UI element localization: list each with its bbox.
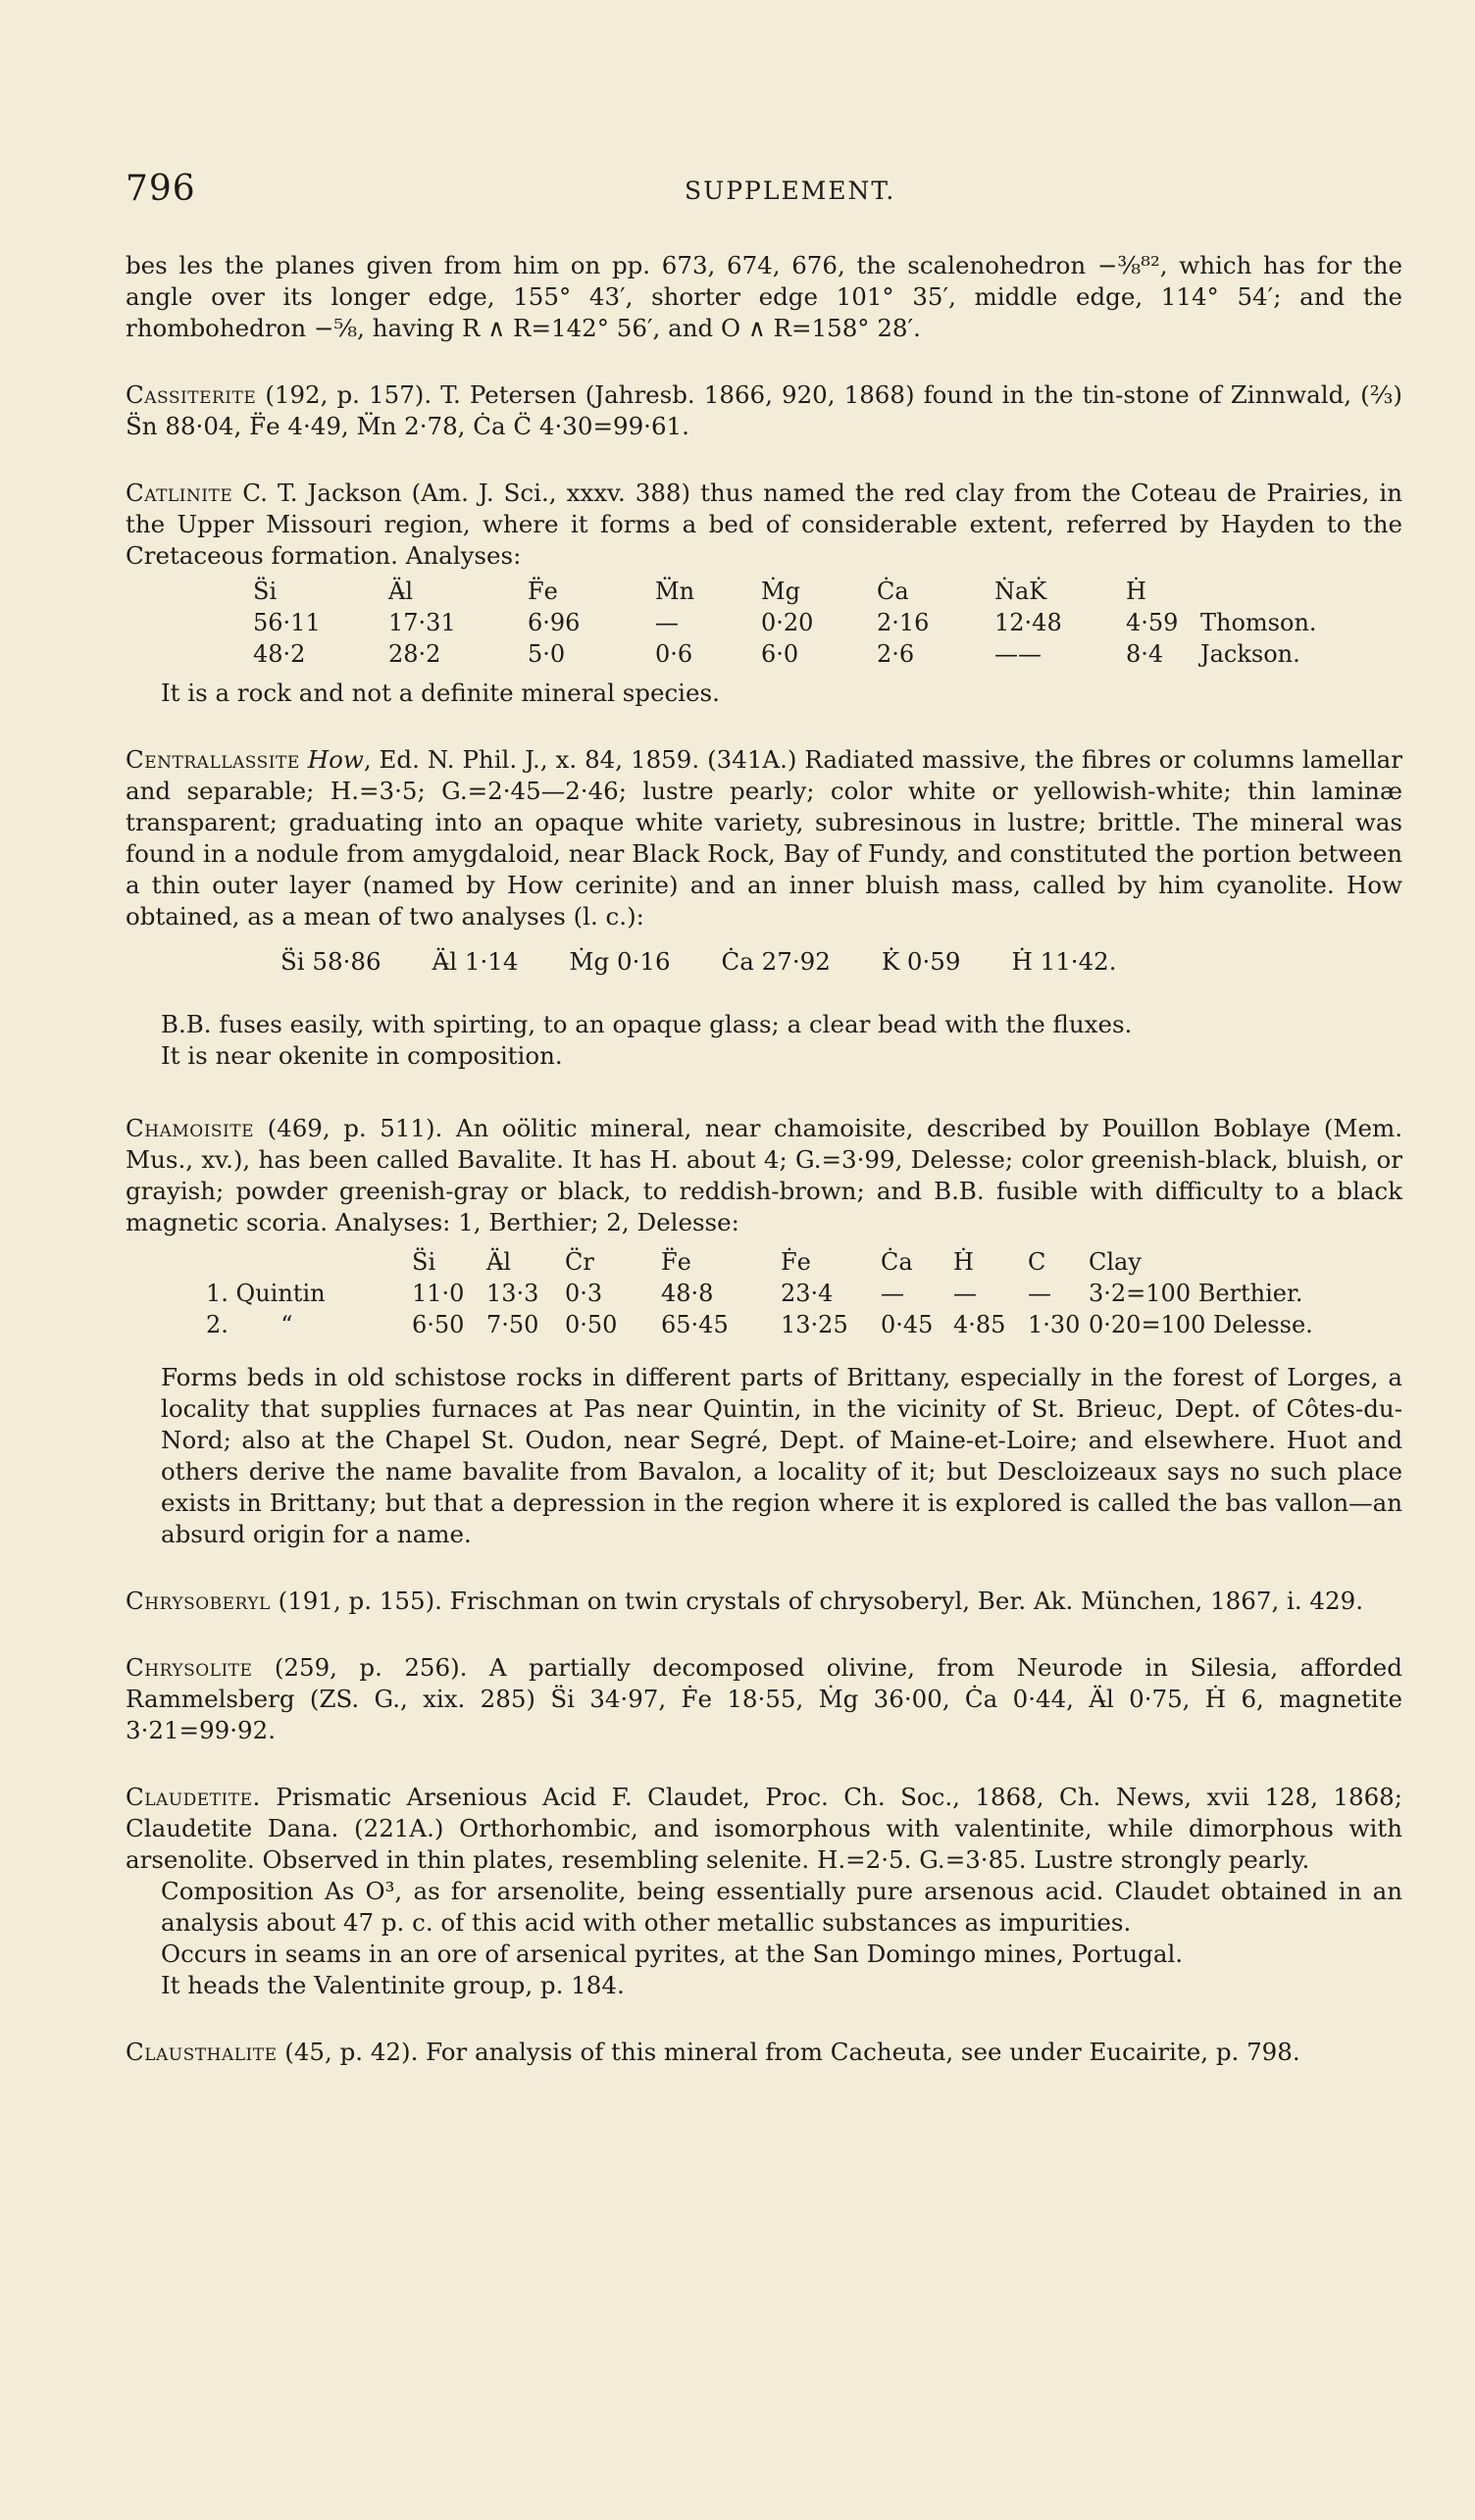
entry-text: C. T. Jackson (Am. J. Sci., xxxv. 388) thus named the red clay from the Coteau de Prairies, in the Upper Missouri region, where it forms a bed of considerable extent, referred by Hayden to the Cretaceous formation. Analyses: bbox=[126, 479, 1402, 570]
catlinite-note: It is a rock and not a definite mineral species. bbox=[161, 679, 720, 707]
entry-text: (469, p. 511). An oölitic mineral, near chamoisite, described by Pouillon Boblaye (Mem. Mus., xv.), has been called Bavalite. It has H. about 4; G.=3·99, Delesse; color greenish-black, bluish, or grayish; powder greenish-gray or black, to reddish-brown; and B.B. fusible with difficulty to a black magnetic scoria. Analyses: 1, Berthier; 2, Delesse: bbox=[126, 1114, 1402, 1236]
table-row: 56·11 17·31 6·96 — 0·20 2·16 12·48 4·59 Thomson. bbox=[253, 609, 1317, 636]
centrallassite-formula: S̈i 58·86 Ä̶l 1·14 Ṁg 0·16 Ċa 27·92 K̇ 0·59 Ḣ 11·42. bbox=[280, 947, 1117, 976]
entry-cassiterite bbox=[126, 379, 1402, 442]
entry-text: (259, p. 256). A partially decomposed olivine, from Neurode in Silesia, afforded Rammelsberg (ZS. G., xix. 285) S̈i 34·97, Ḟe 18·55, Ṁg 36·00, Ċa 0·44, Ä̶l 0·75, Ḣ 6, magnetite 3·21=99·92. bbox=[126, 1653, 1402, 1744]
table-row: 2. “ 6·50 7·50 0·50 65·45 13·25 0·45 4·85 1·30 0·20=100 Delesse. bbox=[206, 1311, 1313, 1338]
entry-catlinite bbox=[126, 478, 1402, 709]
entry-chamoisite bbox=[126, 1113, 1402, 1550]
entry-head: Chrysoberyl bbox=[126, 1587, 271, 1615]
entry-head: Claudetite. bbox=[126, 1783, 261, 1811]
catlinite-analysis-table bbox=[253, 576, 1317, 670]
entry-head: Cassiterite bbox=[126, 380, 257, 409]
table-header-row: S̈i Ä̶l F̈e M̈n Ṁg Ċa ṄaK̇ Ḣ bbox=[253, 578, 1146, 605]
entry-head: Chamoisite bbox=[126, 1114, 255, 1142]
entry-clausthalite bbox=[126, 2037, 1402, 2068]
intro-paragraph: bes les the planes given from him on pp. 673, 674, 676, the scalenohedron −⅜⁸², which has for the angle over its longer edge, 155° 43′, shorter edge 101° 35′, middle edge, 114° 54′; and the rhombohedron −⅝, having R ∧ R=142° 56′, and O ∧ R=158° 28′. bbox=[126, 251, 1402, 342]
table-header-row: S̈i Ä̶l C̈r F̈e Ḟe Ċa Ḣ C Clay bbox=[412, 1248, 1142, 1276]
table-row: 1. Quintin 11·0 13·3 0·3 48·8 23·4 — — — 3·2=100 Berthier. bbox=[206, 1280, 1303, 1307]
entry-head: Centrallassite bbox=[126, 745, 300, 774]
entry-text: , Ed. N. Phil. J., x. 84, 1859. (341A.) Radiated massive, the fibres or columns lamellar and separable; H.=3·5; G.=2·45—2·46; lustre pearly; color white or yellowish-white; thin laminæ transparent; graduating into an opaque white variety, subresinous in lustre; brittle. The mineral was found in a nodule from amygdaloid, near Black Rock, Bay of Fundy, and constituted the portion between a thin outer layer (named by How cerinite) and an inner bluish mass, called by him cyanolite. How obtained, as a mean of two analyses (l. c.): bbox=[126, 745, 1402, 931]
centrallassite-note: It is near okenite in composition. bbox=[161, 1041, 563, 1070]
claudetite-occurrence: Occurs in seams in an ore of arsenical pyrites, at the San Domingo mines, Portugal. bbox=[161, 1940, 1184, 1968]
page-body bbox=[126, 250, 1402, 2103]
entry-chrysoberyl bbox=[126, 1586, 1402, 1617]
centrallassite-bb: B.B. fuses easily, with spirting, to an opaque glass; a clear bead with the fluxes. bbox=[161, 1010, 1133, 1038]
claudetite-group: It heads the Valentinite group, p. 184. bbox=[161, 1971, 625, 1999]
entry-text: (191, p. 155). Frischman on twin crystals of chrysoberyl, Ber. Ak. München, 1867, i. 429. bbox=[270, 1587, 1363, 1615]
chamoisite-analysis-table bbox=[206, 1246, 1313, 1340]
entry-chrysolite bbox=[126, 1652, 1402, 1746]
table-row: 48·2 28·2 5·0 0·6 6·0 2·6 —— 8·4 Jackson. bbox=[253, 640, 1300, 668]
entry-text: (45, p. 42). For analysis of this mineral from Cacheuta, see under Eucairite, p. 798. bbox=[277, 2038, 1300, 2066]
entry-head: Chrysolite bbox=[126, 1653, 253, 1682]
chamoisite-note: Forms beds in old schistose rocks in different parts of Brittany, especially in the forest of Lorges, a locality that supplies furnaces at Pas near Quintin, in the vicinity of St. Brieuc, Dept. of Côtes-du-Nord; also at the Chapel St. Oudon, near Segré, Dept. of Maine-et-Loire; and elsewhere. Huot and others derive the name bavalite from Bavalon, a locality of it; but Descloizeaux says no such place exists in Brittany; but that a depression in the region where it is explored is called the bas vallon—an absurd origin for a name. bbox=[161, 1363, 1402, 1548]
entry-text: Prismatic Arsenious Acid F. Claudet, Proc. Ch. Soc., 1868, Ch. News, xvii 128, 1868; Claudetite Dana. (221A.) Orthorhombic, and isomorphous with valentinite, while dimorphous with arsenolite. Observed in thin plates, resembling selenite. H.=2·5. G.=3·85. Lustre strongly pearly. bbox=[126, 1783, 1402, 1874]
entry-head: Clausthalite bbox=[126, 2038, 278, 2066]
entry-text: (192, p. 157). T. Petersen (Jahresb. 1866, 920, 1868) found in the tin-stone of Zinnwald, (⅔) S̈n 88·04, F̈e 4·49, M̈n 2·78, Ċa C̈ 4·30=99·61. bbox=[126, 380, 1402, 440]
page-header bbox=[126, 169, 1400, 218]
entry-head: Catlinite bbox=[126, 479, 233, 507]
claudetite-composition: Composition As O³, as for arsenolite, being essentially pure arsenous acid. Claudet obtained in an analysis about 47 p. c. of this acid with other metallic substances as impurities. bbox=[161, 1877, 1402, 1937]
running-head: SUPPLEMENT. bbox=[685, 176, 896, 205]
page-number: 796 bbox=[126, 169, 196, 209]
entry-author: How bbox=[307, 745, 364, 774]
entry-centrallassite bbox=[126, 744, 1402, 1072]
entry-claudetite bbox=[126, 1782, 1402, 2001]
